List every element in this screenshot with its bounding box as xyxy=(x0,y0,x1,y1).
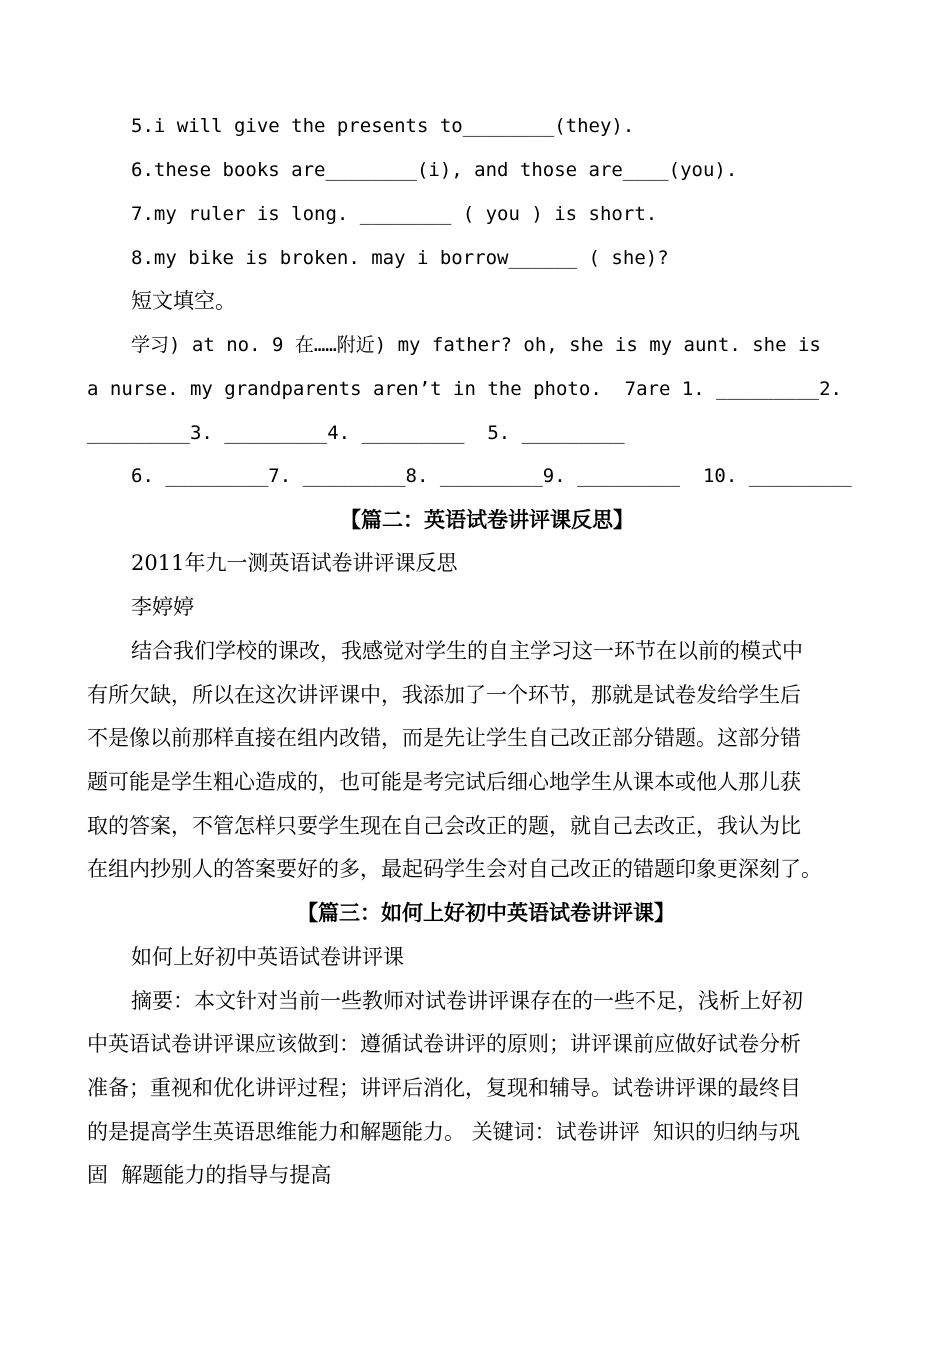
paragraph-line: 结合我们学校的课改，我感觉对学生的自主学习这一环节在以前的模式中 xyxy=(131,639,803,663)
paragraph-line: 在组内抄别人的答案要好的多，最起码学生会对自己改正的错题印象更深刻了。 xyxy=(87,857,822,881)
paragraph-line: 不是像以前那样直接在组内改错，而是先让学生自己改正部分错题。这部分错 xyxy=(87,726,801,750)
cloze-line: 6. _________7. _________8. _________9. _________ 10. _________ xyxy=(131,465,852,487)
paragraph-line: 固 解题能力的指导与提高 xyxy=(87,1163,332,1187)
section-heading: 【篇三：如何上好初中英语试卷讲评课】 xyxy=(297,900,675,925)
paragraph-line: 摘要：本文针对当前一些教师对试卷讲评课存在的一些不足，浅析上好初 xyxy=(131,989,803,1013)
cloze-line: a nurse. my grandparents aren’t in the photo. 7are 1. _________2. xyxy=(87,378,842,400)
paragraph-line: 的是提高学生英语思维能力和解题能力。 关键词：试卷讲评 知识的归纳与巩 xyxy=(87,1120,801,1144)
cloze-line: _________3. _________4. _________ 5. _________ xyxy=(87,422,625,444)
paragraph-line: 准备；重视和优化讲评过程；讲评后消化，复现和辅导。试卷讲评课的最终目 xyxy=(87,1076,801,1100)
paragraph-line: 取的答案，不管怎样只要学生现在自己会改正的题，就自己去改正，我认为比 xyxy=(87,814,801,838)
exercise-line: 8.my bike is broken. may i borrow______ ( she)? xyxy=(131,247,669,269)
exercise-line: 7.my ruler is long. ________ ( you ) is short. xyxy=(131,203,658,225)
section-heading: 【篇二：英语试卷讲评课反思】 xyxy=(340,507,634,532)
article-title: 如何上好初中英语试卷讲评课 xyxy=(131,945,404,969)
cloze-line: 学习) at no. 9 在……附近) my father? oh, she is my aunt. she is xyxy=(131,334,821,356)
exercise-line: 5.i will give the presents to________(they). xyxy=(131,115,635,137)
paragraph-line: 题可能是学生粗心造成的，也可能是考完试后细心地学生从课本或他人那儿获 xyxy=(87,770,801,794)
exercise-line: 6.these books are________(i), and those are____(you). xyxy=(131,159,738,181)
article-author: 李婷婷 xyxy=(131,595,194,619)
cloze-heading: 短文填空。 xyxy=(131,289,236,313)
article-title: 2011年九一测英语试卷讲评课反思 xyxy=(131,551,458,575)
paragraph-line: 有所欠缺，所以在这次讲评课中，我添加了一个环节，那就是试卷发给学生后 xyxy=(87,683,801,707)
paragraph-line: 中英语试卷讲评课应该做到：遵循试卷讲评的原则；讲评课前应做好试卷分析 xyxy=(87,1032,801,1056)
